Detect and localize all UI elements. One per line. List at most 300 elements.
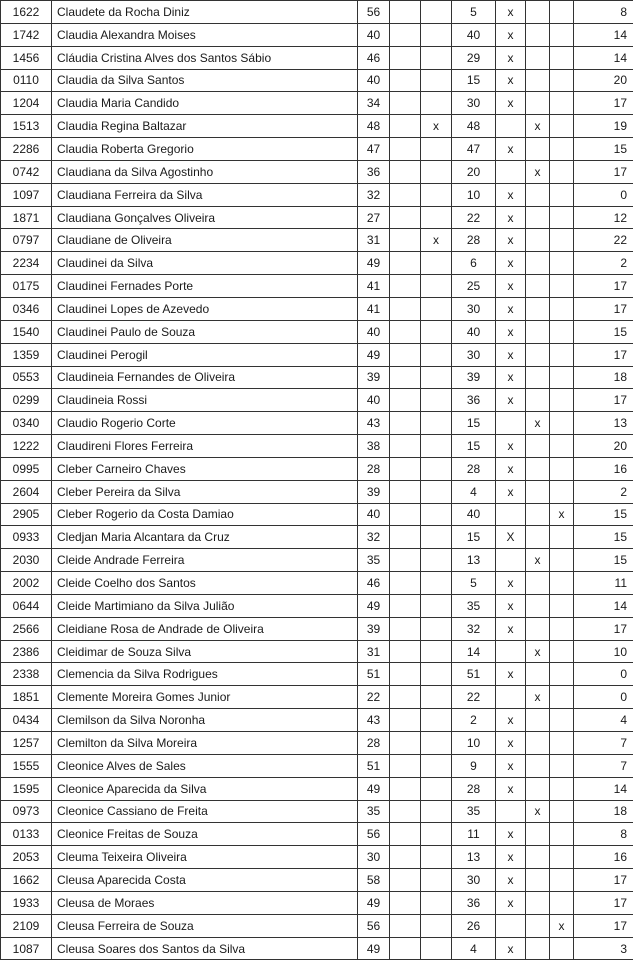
mark-cell-b [421,320,452,343]
id-cell: 1595 [1,777,52,800]
mark-cell-e [550,115,574,138]
mark-cell-e [550,366,574,389]
total-cell: 0 [574,663,633,686]
total-cell: 14 [574,46,633,69]
id-cell: 1359 [1,343,52,366]
mark-cell-c: x [496,46,526,69]
mark-cell-a [390,297,421,320]
mark-cell-e [550,183,574,206]
total-cell: 19 [574,115,633,138]
name-cell: Cleonice Alves de Sales [52,754,358,777]
id-cell: 0175 [1,275,52,298]
total-cell: 16 [574,846,633,869]
mark-cell-c: x [496,23,526,46]
mark-cell-e [550,23,574,46]
total-cell: 17 [574,869,633,892]
mark-cell-b [421,914,452,937]
score-cell: 2 [452,709,496,732]
mark-cell-b [421,457,452,480]
mark-cell-c: x [496,366,526,389]
age-cell: 35 [358,549,390,572]
name-cell: Claudinei Fernades Porte [52,275,358,298]
table-row [1,320,633,343]
score-cell: 4 [452,480,496,503]
score-cell: 40 [452,320,496,343]
mark-cell-d [526,366,550,389]
mark-cell-e [550,457,574,480]
mark-cell-e [550,206,574,229]
table-row [1,297,633,320]
name-cell: Claudiane de Oliveira [52,229,358,252]
mark-cell-b [421,640,452,663]
mark-cell-a [390,732,421,755]
total-cell: 0 [574,686,633,709]
id-cell: 1204 [1,92,52,115]
mark-cell-a [390,937,421,960]
table-row [1,435,633,458]
age-cell: 43 [358,412,390,435]
age-cell: 31 [358,229,390,252]
name-cell: Claudia Roberta Gregorio [52,138,358,161]
mark-cell-b [421,572,452,595]
mark-cell-d [526,183,550,206]
mark-cell-a [390,206,421,229]
mark-cell-a [390,480,421,503]
name-cell: Clemente Moreira Gomes Junior [52,686,358,709]
id-cell: 0434 [1,709,52,732]
age-cell: 43 [358,709,390,732]
mark-cell-a [390,709,421,732]
table-row [1,640,633,663]
mark-cell-e [550,297,574,320]
mark-cell-e [550,777,574,800]
mark-cell-d: x [526,115,550,138]
id-cell: 1513 [1,115,52,138]
mark-cell-c: x [496,138,526,161]
id-cell: 0133 [1,823,52,846]
age-cell: 56 [358,914,390,937]
age-cell: 39 [358,366,390,389]
total-cell: 12 [574,206,633,229]
total-cell: 17 [574,160,633,183]
mark-cell-c: x [496,869,526,892]
mark-cell-e: x [550,503,574,526]
mark-cell-a [390,343,421,366]
mark-cell-c: x [496,823,526,846]
age-cell: 30 [358,846,390,869]
total-cell: 2 [574,252,633,275]
mark-cell-a [390,389,421,412]
score-cell: 14 [452,640,496,663]
age-cell: 49 [358,937,390,960]
score-cell: 13 [452,846,496,869]
mark-cell-d [526,846,550,869]
name-cell: Claudiana Ferreira da Silva [52,183,358,206]
score-cell: 30 [452,92,496,115]
mark-cell-e [550,275,574,298]
table-row [1,526,633,549]
table-row [1,389,633,412]
total-cell: 22 [574,229,633,252]
mark-cell-b [421,800,452,823]
table-row [1,457,633,480]
mark-cell-b [421,617,452,640]
id-cell: 1257 [1,732,52,755]
id-cell: 2905 [1,503,52,526]
name-cell: Claudineia Rossi [52,389,358,412]
mark-cell-c: x [496,732,526,755]
mark-cell-d [526,480,550,503]
mark-cell-d [526,777,550,800]
mark-cell-a [390,435,421,458]
mark-cell-c: x [496,777,526,800]
mark-cell-d [526,754,550,777]
id-cell: 2386 [1,640,52,663]
name-cell: Claudia Maria Candido [52,92,358,115]
age-cell: 32 [358,183,390,206]
mark-cell-c: x [496,594,526,617]
mark-cell-a [390,46,421,69]
name-cell: Claudineia Fernandes de Oliveira [52,366,358,389]
mark-cell-b [421,275,452,298]
id-cell: 1851 [1,686,52,709]
total-cell: 18 [574,366,633,389]
table-row [1,732,633,755]
mark-cell-a [390,754,421,777]
table-row [1,1,633,24]
table-row [1,229,633,252]
mark-cell-a [390,1,421,24]
age-cell: 28 [358,457,390,480]
total-cell: 14 [574,594,633,617]
mark-cell-c: x [496,252,526,275]
score-cell: 20 [452,160,496,183]
age-cell: 49 [358,891,390,914]
mark-cell-e [550,69,574,92]
mark-cell-b [421,777,452,800]
age-cell: 39 [358,480,390,503]
score-cell: 22 [452,686,496,709]
mark-cell-a [390,69,421,92]
mark-cell-c: x [496,1,526,24]
id-cell: 0346 [1,297,52,320]
name-cell: Cleidiane Rosa de Andrade de Oliveira [52,617,358,640]
mark-cell-d [526,594,550,617]
mark-cell-a [390,891,421,914]
total-cell: 14 [574,777,633,800]
mark-cell-d [526,320,550,343]
total-cell: 18 [574,800,633,823]
table-row [1,275,633,298]
mark-cell-b [421,412,452,435]
table-row [1,549,633,572]
mark-cell-e [550,343,574,366]
age-cell: 31 [358,640,390,663]
total-cell: 15 [574,138,633,161]
id-cell: 2604 [1,480,52,503]
mark-cell-e [550,732,574,755]
score-cell: 51 [452,663,496,686]
age-cell: 48 [358,115,390,138]
mark-cell-b [421,503,452,526]
id-cell: 0933 [1,526,52,549]
id-cell: 1087 [1,937,52,960]
age-cell: 39 [358,617,390,640]
mark-cell-a [390,138,421,161]
total-cell: 7 [574,754,633,777]
mark-cell-c: x [496,343,526,366]
table-row [1,183,633,206]
mark-cell-c: x [496,297,526,320]
mark-cell-d [526,937,550,960]
mark-cell-e [550,92,574,115]
mark-cell-d [526,869,550,892]
total-cell: 13 [574,412,633,435]
name-cell: Claudinei Paulo de Souza [52,320,358,343]
mark-cell-b [421,343,452,366]
score-cell: 9 [452,754,496,777]
age-cell: 46 [358,46,390,69]
table-row [1,709,633,732]
score-cell: 13 [452,549,496,572]
mark-cell-b [421,297,452,320]
age-cell: 51 [358,663,390,686]
total-cell: 14 [574,23,633,46]
score-cell: 11 [452,823,496,846]
age-cell: 38 [358,435,390,458]
score-cell: 25 [452,275,496,298]
id-cell: 0340 [1,412,52,435]
mark-cell-c: x [496,389,526,412]
score-cell: 28 [452,777,496,800]
total-cell: 17 [574,891,633,914]
mark-cell-e [550,549,574,572]
mark-cell-b [421,891,452,914]
mark-cell-b [421,480,452,503]
total-cell: 17 [574,914,633,937]
mark-cell-a [390,366,421,389]
table-row [1,69,633,92]
total-cell: 17 [574,617,633,640]
mark-cell-c: x [496,846,526,869]
name-cell: Claudia da Silva Santos [52,69,358,92]
table-row [1,937,633,960]
score-cell: 4 [452,937,496,960]
mark-cell-d [526,343,550,366]
name-cell: Cleusa Aparecida Costa [52,869,358,892]
mark-cell-d [526,526,550,549]
id-cell: 0110 [1,69,52,92]
mark-cell-c: x [496,206,526,229]
mark-cell-e [550,160,574,183]
table-row [1,46,633,69]
score-cell: 35 [452,800,496,823]
id-cell: 0553 [1,366,52,389]
table-row [1,480,633,503]
mark-cell-a [390,320,421,343]
total-cell: 15 [574,320,633,343]
mark-cell-c [496,115,526,138]
mark-cell-e: x [550,914,574,937]
score-cell: 10 [452,732,496,755]
mark-cell-c: x [496,572,526,595]
table-row [1,823,633,846]
total-cell: 17 [574,389,633,412]
mark-cell-b [421,138,452,161]
mark-cell-e [550,663,574,686]
mark-cell-a [390,686,421,709]
mark-cell-a [390,275,421,298]
id-cell: 1871 [1,206,52,229]
score-cell: 30 [452,343,496,366]
name-cell: Cleusa Ferreira de Souza [52,914,358,937]
total-cell: 3 [574,937,633,960]
mark-cell-e [550,617,574,640]
age-cell: 34 [358,92,390,115]
mark-cell-a [390,23,421,46]
mark-cell-d: x [526,686,550,709]
name-cell: Claudinei Perogil [52,343,358,366]
total-cell: 15 [574,526,633,549]
id-cell: 2338 [1,663,52,686]
mark-cell-b [421,686,452,709]
mark-cell-a [390,252,421,275]
age-cell: 40 [358,23,390,46]
total-cell: 20 [574,69,633,92]
mark-cell-e [550,800,574,823]
mark-cell-a [390,617,421,640]
mark-cell-c: x [496,275,526,298]
mark-cell-a [390,800,421,823]
age-cell: 40 [358,389,390,412]
mark-cell-d [526,709,550,732]
mark-cell-a [390,663,421,686]
mark-cell-a [390,823,421,846]
total-cell: 17 [574,343,633,366]
mark-cell-a [390,526,421,549]
id-cell: 2002 [1,572,52,595]
id-cell: 0299 [1,389,52,412]
mark-cell-b [421,92,452,115]
score-cell: 47 [452,138,496,161]
mark-cell-a [390,457,421,480]
id-cell: 0644 [1,594,52,617]
name-cell: Claudete da Rocha Diniz [52,1,358,24]
mark-cell-a [390,115,421,138]
id-cell: 1933 [1,891,52,914]
total-cell: 16 [574,457,633,480]
mark-cell-b [421,252,452,275]
mark-cell-a [390,549,421,572]
id-cell: 1540 [1,320,52,343]
name-cell: Claudia Regina Baltazar [52,115,358,138]
mark-cell-e [550,435,574,458]
id-cell: 1742 [1,23,52,46]
mark-cell-c: x [496,320,526,343]
mark-cell-c [496,412,526,435]
mark-cell-e [550,412,574,435]
mark-cell-a [390,229,421,252]
name-cell: Cleusa de Moraes [52,891,358,914]
mark-cell-b [421,366,452,389]
mark-cell-c [496,686,526,709]
age-cell: 56 [358,1,390,24]
mark-cell-d: x [526,412,550,435]
mark-cell-c: x [496,709,526,732]
id-cell: 2286 [1,138,52,161]
table-row [1,617,633,640]
score-cell: 15 [452,435,496,458]
mark-cell-d: x [526,549,550,572]
score-cell: 5 [452,572,496,595]
mark-cell-d [526,275,550,298]
age-cell: 36 [358,160,390,183]
mark-cell-b: x [421,115,452,138]
mark-cell-e [550,138,574,161]
mark-cell-b [421,869,452,892]
mark-cell-e [550,526,574,549]
mark-cell-a [390,92,421,115]
table-row [1,92,633,115]
score-cell: 36 [452,389,496,412]
table-row [1,891,633,914]
mark-cell-e [550,46,574,69]
mark-cell-d [526,914,550,937]
mark-cell-e [550,891,574,914]
name-cell: Cleidimar de Souza Silva [52,640,358,663]
total-cell: 20 [574,435,633,458]
mark-cell-d [526,389,550,412]
name-cell: Cleide Coelho dos Santos [52,572,358,595]
age-cell: 40 [358,320,390,343]
table-row [1,503,633,526]
table-row [1,869,633,892]
table-row [1,800,633,823]
mark-cell-b [421,69,452,92]
id-cell: 2030 [1,549,52,572]
id-cell: 2053 [1,846,52,869]
mark-cell-d: x [526,160,550,183]
score-cell: 30 [452,869,496,892]
mark-cell-e [550,754,574,777]
id-cell: 1555 [1,754,52,777]
name-cell: Claudiana Gonçalves Oliveira [52,206,358,229]
score-cell: 30 [452,297,496,320]
name-cell: Cleide Andrade Ferreira [52,549,358,572]
table-row [1,115,633,138]
mark-cell-b [421,1,452,24]
age-cell: 40 [358,503,390,526]
total-cell: 8 [574,823,633,846]
mark-cell-d [526,663,550,686]
score-cell: 29 [452,46,496,69]
name-cell: Claudireni Flores Ferreira [52,435,358,458]
score-cell: 39 [452,366,496,389]
name-cell: Claudinei Lopes de Azevedo [52,297,358,320]
mark-cell-b [421,754,452,777]
mark-cell-e [550,1,574,24]
mark-cell-d [526,252,550,275]
id-cell: 0742 [1,160,52,183]
total-cell: 17 [574,297,633,320]
mark-cell-e [550,320,574,343]
age-cell: 46 [358,572,390,595]
name-cell: Clemilton da Silva Moreira [52,732,358,755]
mark-cell-c: x [496,92,526,115]
mark-cell-a [390,594,421,617]
name-cell: Cleber Rogerio da Costa Damiao [52,503,358,526]
mark-cell-b [421,526,452,549]
